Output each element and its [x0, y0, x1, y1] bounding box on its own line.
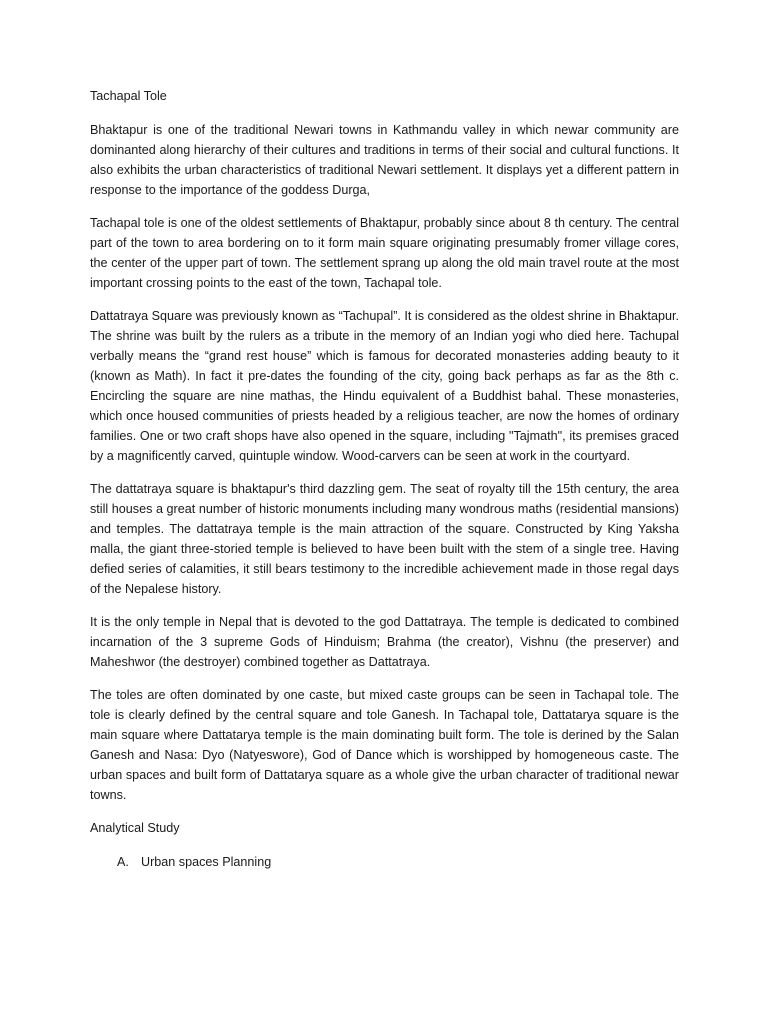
- document-page: [90, 86, 679, 872]
- paragraph-third-gem: The dattatraya square is bhaktapur's third dazzling gem. The seat of royalty till the 15th century, the area still houses a great number of historic monuments including many wondrous maths (residential mansions) and temples. The dattatraya temple is the main attraction of the square. Constructed by King Yaksha malla, the giant three-storied temple is believed to have been built with the stem of a single tree. Having defied series of calamities, it still bears testimony to the incredible achievement made in those regal days of the Nepalese history.: [90, 482, 679, 596]
- paragraph-toles: The toles are often dominated by one caste, but mixed caste groups can be seen in Tachapal tole. The tole is clearly defined by the central square and tole Ganesh. In Tachapal tole, Dattatarya square is the main square where Dattatarya temple is the main dominating built form. The tole is derined by the Salan Ganesh and Nasa: Dyo (Natyeswore), God of Dance which is worshipped by homogeneous caste. The urban spaces and built form of Dattatarya square as a whole give the urban character of traditional newar towns.: [90, 688, 679, 802]
- list-item-text: Urban spaces Planning: [141, 855, 272, 869]
- section-heading: Analytical Study: [90, 821, 180, 835]
- list-marker: A.: [117, 855, 129, 869]
- paragraph-intro: Bhaktapur is one of the traditional Newari towns in Kathmandu valley in which newar community are dominanted along hierarchy of their cultures and traditions in terms of their social and cultural functions. It also exhibits the urban characteristics of traditional Newari settlement. It displays yet a different pattern in response to the importance of the goddess Durga,: [90, 123, 679, 197]
- paragraph-only-temple: It is the only temple in Nepal that is devoted to the god Dattatraya. The temple is dedicated to combined incarnation of the 3 supreme Gods of Hinduism; Brahma (the creator), Vishnu (the preserver) and Maheshwor (the destroyer) combined together as Dattatraya.: [90, 615, 679, 669]
- paragraph-tachapal-tole: Tachapal tole is one of the oldest settlements of Bhaktapur, probably since about 8 th century. The central part of the town to area bordering on to it form main square originating presumably fromer village cores, the center of the upper part of town. The settlement sprang up along the old main travel route at the most important crossing points to the east of the town, Tachapal tole.: [90, 216, 679, 290]
- paragraph-dattatraya-square: Dattatraya Square was previously known as “Tachupal”. It is considered as the oldest shrine in Bhaktapur. The shrine was built by the rulers as a tribute in the memory of an Indian yogi who died here. Tachupal verbally means the “grand rest house” which is famous for decorated monasteries adding beauty to it (known as Math). In fact it pre-dates the founding of the city, going back perhaps as far as the 8th c. Encircling the square are nine mathas, the Hindu equivalent of a Buddhist bahal. These monasteries, which once housed communities of priests headed by a religious teacher, are now the homes of ordinary families. One or two craft shops have also opened in the square, including "Tajmath", its premises graced by a magnificently carved, quintuple window. Wood-carvers can be seen at work in the courtyard.: [90, 309, 679, 463]
- document-title: Tachapal Tole: [90, 89, 167, 103]
- list-item: [90, 852, 679, 872]
